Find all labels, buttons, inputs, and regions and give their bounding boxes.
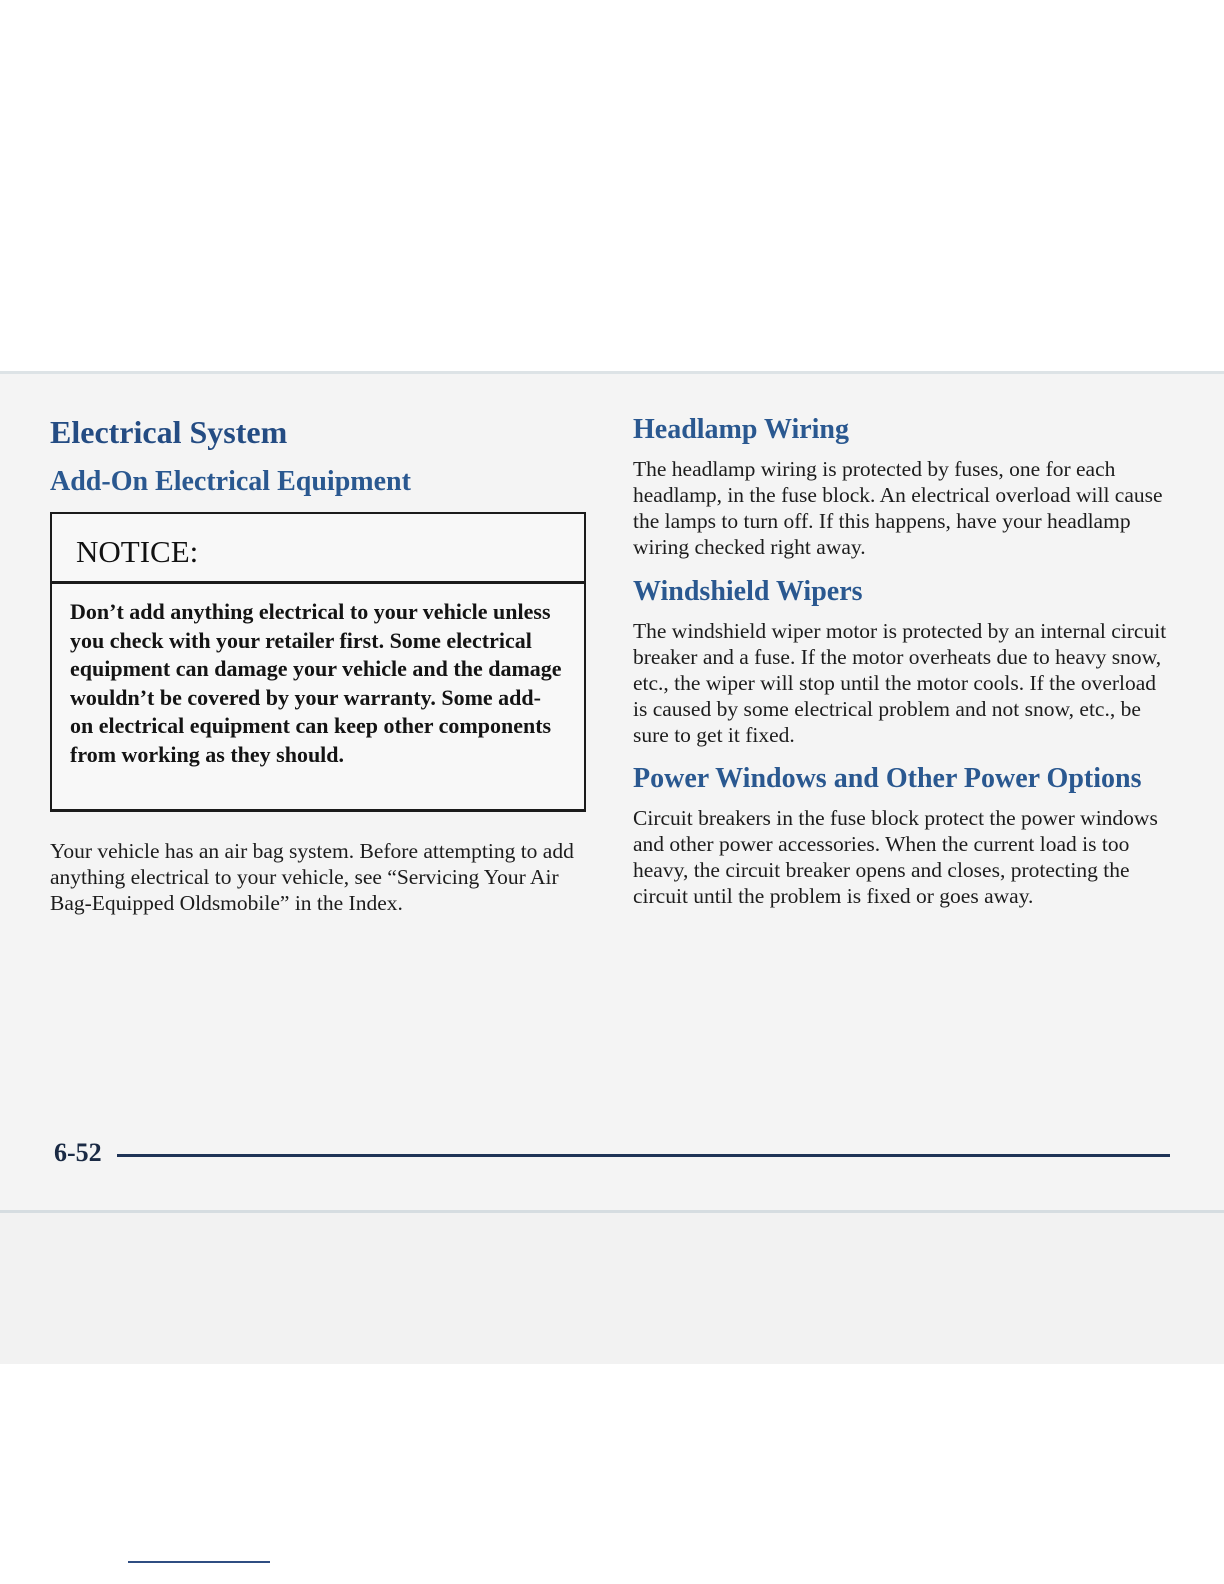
page-bottom-band — [0, 1210, 1224, 1364]
section-title-windshield-wipers: Windshield Wipers — [633, 576, 863, 607]
footer-rule — [117, 1154, 1170, 1157]
wipers-paragraph: The windshield wiper motor is protected by an internal circuit breaker and a fuse. If the motor overheats due to heavy snow, etc., the wiper will stop until the motor cools. If the overload is caused by some electrical problem and not snow, etc., be sure to get it fixed. — [633, 619, 1167, 747]
page-number: 6-52 — [54, 1138, 102, 1167]
notice-box — [50, 512, 586, 812]
section-title-power-windows: Power Windows and Other Power Options — [633, 763, 1142, 794]
section-title-addon-equipment: Add-On Electrical Equipment — [50, 466, 411, 497]
notice-text: Don’t add anything electrical to your vehicle unless you check with your retailer first. Some electrical equipment can damage your vehicle and the damage wouldn’t be covered by your warranty. Some add-on electrical equipment can keep other components from working as they should. — [70, 599, 562, 767]
notice-header: NOTICE: — [52, 514, 584, 584]
headlamp-paragraph: The headlamp wiring is protected by fuses, one for each headlamp, in the fuse block. An electrical overload will cause the lamps to turn off. If this happens, have your headlamp wiring checked right away. — [633, 457, 1163, 559]
power-windows-paragraph: Circuit breakers in the fuse block protect the power windows and other power accessories. When the current load is too heavy, the circuit breaker opens and closes, protecting the circuit until the problem is fixed or goes away. — [633, 806, 1158, 908]
airbag-paragraph: Your vehicle has an air bag system. Before attempting to add anything electrical to your vehicle, see “Servicing Your Air Bag-Equipped Oldsmobile” in the Index. — [50, 839, 574, 915]
page-title: Electrical System — [50, 414, 288, 450]
section-title-headlamp-wiring: Headlamp Wiring — [633, 414, 850, 445]
bottom-rule-mark — [128, 1561, 270, 1563]
